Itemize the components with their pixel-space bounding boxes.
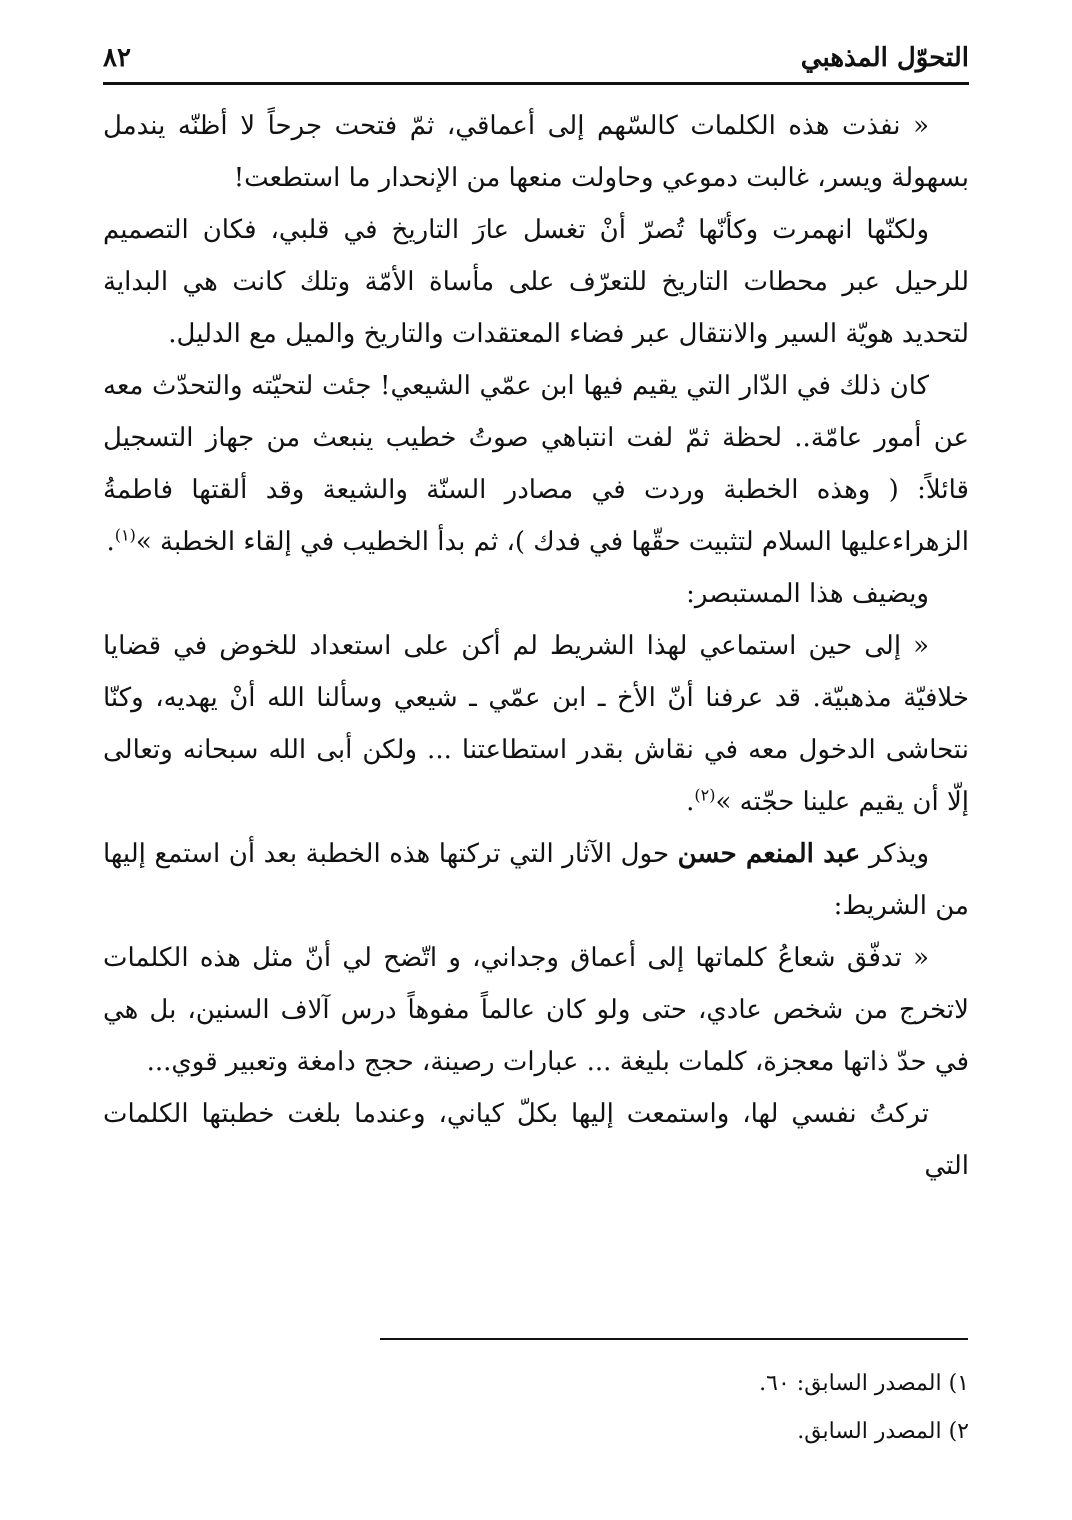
- main-text: [103, 100, 969, 1192]
- footnote-2: ٢) المصدر السابق.: [797, 1419, 969, 1444]
- paragraph-3-text: كان ذلك في الدّار التي يقيم فيها ابن عمّي الشيعي! جئت لتحيّته والتحدّث معه عن أمور عامّة.. لحظة ثمّ لفت انتباهي صوتُ خطيب ينبعث من جهاز التسجيل قائلاً: ( وهذه الخطبة وردت في مصادر السنّة والشيعة وقد ألقتها فاطمةُ الزهراءعليها السلام لتثبيت حقّها في فدك )، ثم بدأ الخطيب في إلقاء الخطبة »: [103, 371, 969, 557]
- footnote-ref-2: (٢): [694, 785, 716, 805]
- paragraph-3: [103, 360, 969, 568]
- paragraph-5-end: .: [686, 787, 695, 817]
- paragraph-5-text: « إلى حين استماعي لهذا الشريط لم أكن على استعداد للخوض في قضايا خلافيّة مذهبيّة. قد عرفنا أنّ الأخ ـ ابن عمّي ـ شيعي وسألنا الله أنْ يهديه، وكنّا نتحاشى الدخول معه في نقاش بقدر استطاعتنا ... ولكن أبى الله سبحانه وتعالى إلّا أن يقيم علينا حجّته »: [103, 631, 969, 817]
- paragraph-4: ويضيف هذا المستبصر:: [686, 579, 929, 609]
- paragraph-5: [103, 620, 969, 828]
- paragraph-2: ولكنّها انهمرت وكأنّها تُصرّ أنْ تغسل عارَ التاريخ في قلبي، فكان التصميم للرحيل عبر محطات التاريخ للتعرّف على مأساة الأمّة وتلك كانت هي البداية لتحديد هويّة السير والانتقال عبر فضاء المعتقدات والتاريخ والميل مع الدليل.: [103, 215, 969, 349]
- page-number: ٨٢: [103, 43, 131, 73]
- author-name: عبد المنعم حسن: [677, 839, 861, 869]
- paragraph-8: تركتُ نفسي لها، واستمعت إليها بكلّ كياني، وعندما بلغت خطبتها الكلمات التي: [103, 1099, 969, 1181]
- paragraph-1: « نفذت هذه الكلمات كالسّهم إلى أعماقي، ثمّ فتحت جرحاً لا أظنّه يندمل بسهولة ويسر، غالبت دموعي وحاولت منعها من الإنحدار ما استطعت!: [103, 111, 969, 193]
- page-header: [103, 36, 969, 80]
- paragraph-3-end: .: [106, 527, 115, 557]
- footnote-ref-1: (١): [114, 525, 136, 545]
- footnote-1: ١) المصدر السابق: ٦٠.: [759, 1371, 969, 1396]
- footnotes: [380, 1360, 969, 1456]
- running-title: التحوّل المذهبي: [800, 43, 969, 73]
- paragraph-6-rest: حول الآثار التي تركتها هذه الخطبة بعد أن استمع إليها من الشريط:: [103, 839, 969, 921]
- paragraph-6-start: ويذكر: [860, 839, 929, 869]
- paragraph-6: [103, 828, 969, 932]
- paragraph-7: « تدفّق شعاعُ كلماتها إلى أعماق وجداني، و اتّضح لي أنّ مثل هذه الكلمات لاتخرج من شخص عادي، حتى ولو كان عالماً مفوهاً درس آلاف السنين، بل هي في حدّ ذاتها معجزة، كلمات بليغة ... عبارات رصينة، حجج دامغة وتعبير قوي...: [103, 943, 969, 1077]
- footnote-rule: [380, 1338, 968, 1340]
- header-rule: [103, 82, 969, 85]
